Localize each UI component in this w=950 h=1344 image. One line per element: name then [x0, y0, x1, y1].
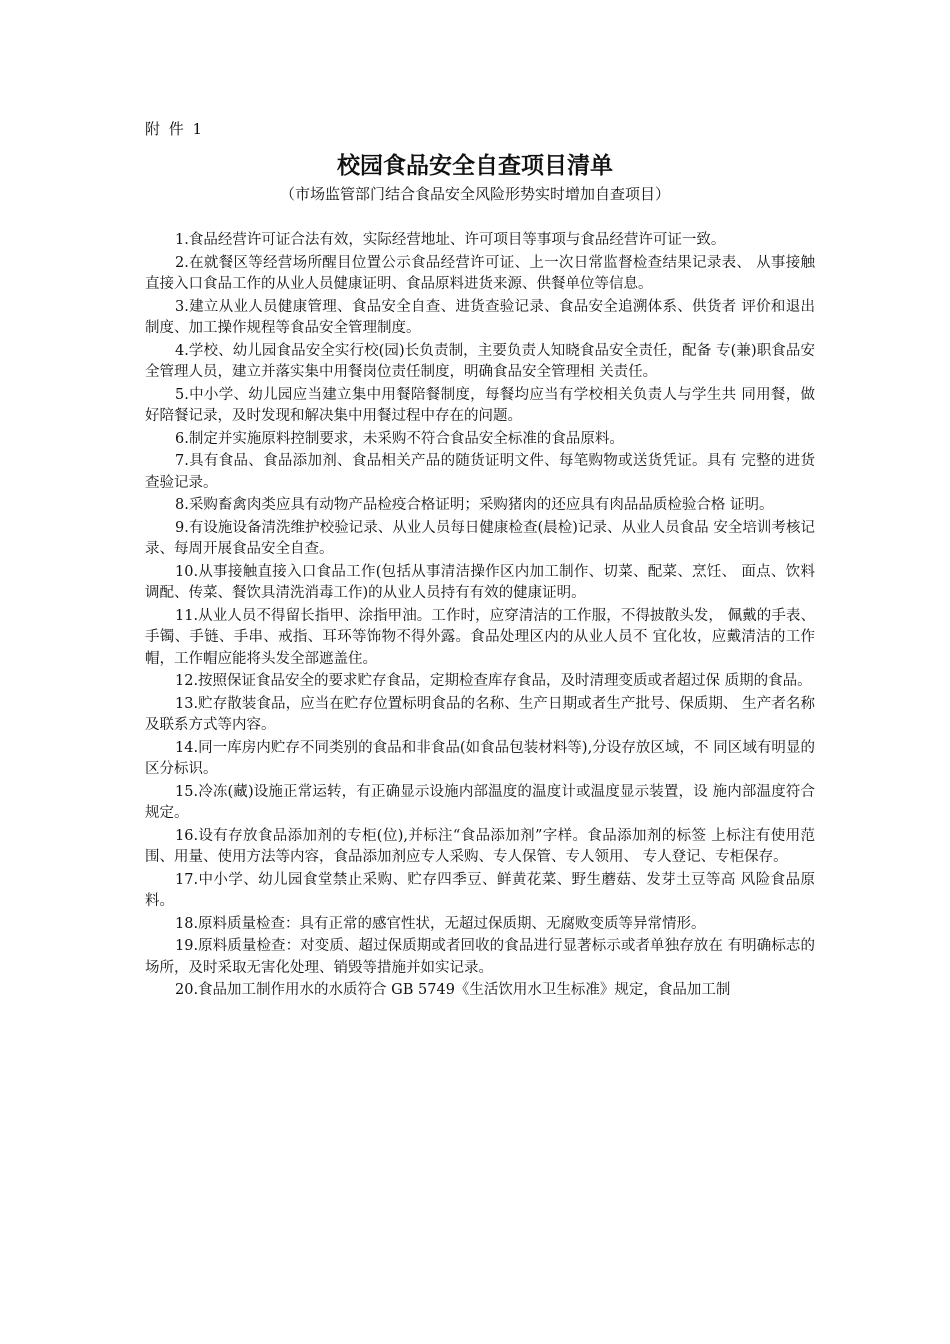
checklist-item-16: 16.设有存放食品添加剂的专柜(位),并标注“食品添加剂”字样。食品添加剂的标签 上标注有使用范围、用量、使用方法等内容，食品添加剂应专人采购、专人保管、专人领用、 专人登记、专柜保存。: [145, 827, 815, 865]
checklist-item-9: 9.有设施设备清洗维护校验记录、从业人员每日健康检查(晨检)记录、从业人员食品 安全培训考核记录、每周开展食品安全自查。: [145, 519, 815, 557]
checklist-item-15: 15.冷冻(藏)设施正常运转，有正确显示设施内部温度的温度计或温度显示装置，设 施内部温度符合规定。: [145, 783, 815, 821]
checklist-item-13: 13.贮存散装食品，应当在贮存位置标明食品的名称、生产日期或者生产批号、保质期、 生产者名称及联系方式等内容。: [145, 695, 815, 733]
checklist-item-17: 17.中小学、幼儿园食堂禁止采购、贮存四季豆、鲜黄花菜、野生蘑菇、发芽土豆等高 风险食品原料。: [145, 871, 815, 909]
checklist-item-8: 8.采购畜禽肉类应具有动物产品检疫合格证明；采购猪肉的还应具有肉品品质检验合格 证明。: [175, 497, 774, 513]
checklist-item-4: 4.学校、幼儿园食品安全实行校(园)长负责制，主要负责人知晓食品安全责任，配备 专(兼)职食品安全管理人员，建立并落实集中用餐岗位责任制度，明确食品安全管理相 关责任。: [145, 342, 815, 380]
checklist-item-18: 18.原料质量检查：具有正常的感官性状，无超过保质期、无腐败变质等异常情形。: [175, 915, 706, 932]
checklist-item-14: 14.同一库房内贮存不同类别的食品和非食品(如食品包装材料等),分设存放区域，不 同区域有明显的区分标识。: [145, 739, 815, 777]
checklist-item-10: 10.从事接触直接入口食品工作(包括从事清洁操作区内加工制作、切菜、配菜、烹饪、 面点、饮料调配、传菜、餐饮具清洗消毒工作)的从业人员持有有效的健康证明。: [145, 563, 815, 601]
checklist-item-11: 11.从业人员不得留长指甲、涂指甲油。工作时，应穿清洁的工作服，不得披散头发， 佩戴的手表、手镯、手链、手串、戒指、耳环等饰物不得外露。食品处理区内的从业人员不 宜化妆，应戴清洁的工作帽，工作帽应能将头发全部遮盖住。: [145, 607, 815, 667]
checklist-item-19: 19.原料质量检查：对变质、超过保质期或者回收的食品进行显著标示或者单独存放在 有明确标志的场所，及时采取无害化处理、销毁等措施并如实记录。: [145, 938, 815, 976]
checklist-item-20: 20.食品加工制作用水的水质符合 GB 5749《生活饮用水卫生标准》规定，食品加工制: [175, 982, 731, 998]
checklist-item-6: 6.制定并实施原料控制要求，未采购不符合食品安全标准的食品原料。: [175, 430, 624, 447]
checklist-item-1: 1.食品经营许可证合法有效，实际经营地址、许可项目等事项与食品经营许可证一致。: [175, 232, 726, 248]
checklist-item-12: 12.按照保证食品安全的要求贮存食品，定期检查库存食品，及时清理变质或者超过保 质期的食品。: [175, 673, 812, 689]
checklist-item-5: 5.中小学、幼儿园应当建立集中用餐陪餐制度，每餐均应当有学校相关负责人与学生共 同用餐，做好陪餐记录，及时发现和解决集中用餐过程中存在的问题。: [145, 386, 815, 424]
checklist-item-3: 3.建立从业人员健康管理、食品安全自查、进货查验记录、食品安全追溯体系、供货者 评价和退出制度、加工操作规程等食品安全管理制度。: [145, 298, 815, 336]
checklist-item-2: 2.在就餐区等经营场所醒目位置公示食品经营许可证、上一次日常监督检查结果记录表、 从事接触直接入口食品工作的从业人员健康证明、食品原料进货来源、供餐单位等信息。: [145, 254, 815, 292]
document-subtitle: （市场监管部门结合食品安全风险形势实时增加自查项目）: [279, 185, 670, 203]
checklist-items: [145, 230, 815, 1003]
document-title: 校园食品安全自查项目清单: [337, 153, 613, 179]
checklist-item-7: 7.具有食品、食品添加剂、食品相关产品的随货证明文件、每笔购物或送货凭证。具有 完整的进货查验记录。: [145, 453, 815, 491]
attachment-label: 附 件 1: [145, 120, 205, 138]
